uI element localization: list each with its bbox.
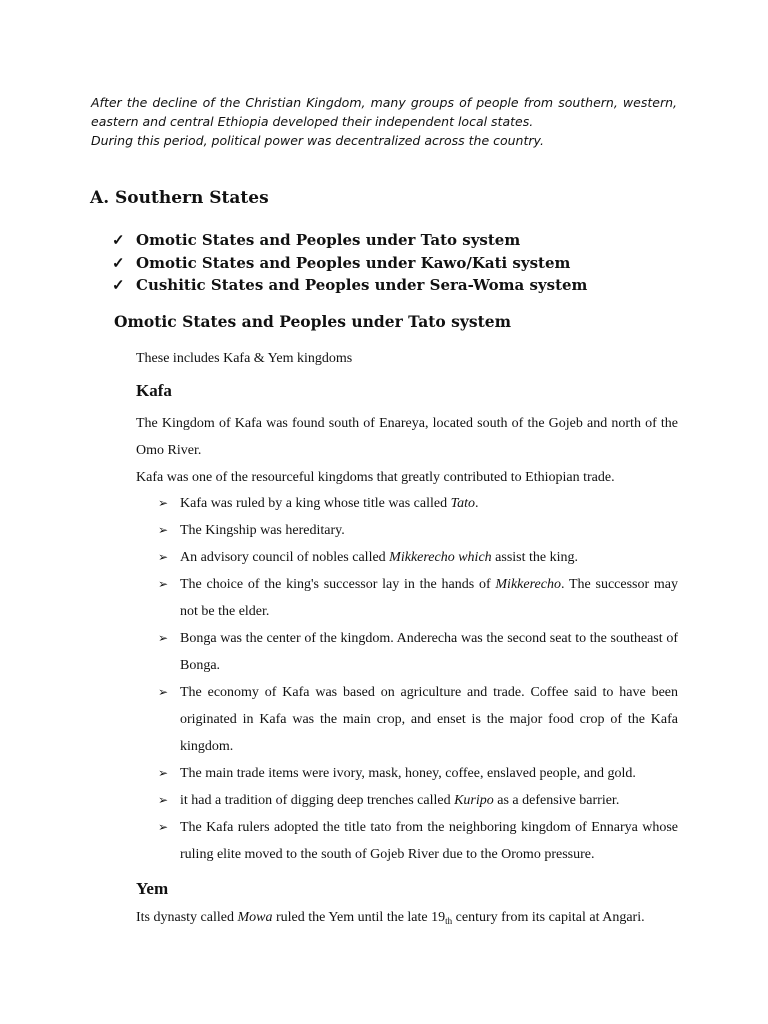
intro-line-1: After the decline of the Christian Kingdom, many groups of people from southern, western, eastern and central Ethiopia developed their independent local states.	[91, 95, 677, 129]
checklist-item-label: Omotic States and Peoples under Tato system	[136, 231, 521, 249]
kafa-heading: Kafa	[136, 381, 172, 400]
kafa-description	[136, 410, 678, 491]
checklist-item	[112, 229, 587, 252]
arrow-bullet-icon: ➢	[158, 685, 169, 699]
arrow-bullet-icon: ➢	[158, 496, 169, 510]
subsection-heading: Omotic States and Peoples under Tato system	[114, 312, 512, 331]
arrow-bullet-icon: ➢	[158, 523, 169, 537]
list-item: ➢ The economy of Kafa was based on agriculture and trade. Coffee said to have been originated in Kafa was the main crop, and enset is the major food crop of the Kafa kingdom.	[158, 679, 678, 760]
arrow-bullet-icon: ➢	[158, 577, 169, 591]
intro-paragraph	[91, 93, 677, 150]
ordinal-suffix: th	[445, 916, 453, 926]
checklist-item-label: Omotic States and Peoples under Kawo/Kati system	[136, 253, 571, 272]
list-item: ➢ The Kingship was hereditary.	[158, 517, 678, 544]
list-item: ➢ it had a tradition of digging deep trenches called Kuripo as a defensive barrier.	[158, 787, 678, 814]
list-item: ➢ An advisory council of nobles called Mikkerecho which assist the king.	[158, 544, 678, 571]
yem-paragraph: Its dynasty called Mowa ruled the Yem until the late $19_{th}$ century from its capital at Angari.	[136, 910, 645, 926]
checkmark-icon: ✓	[112, 253, 125, 272]
topic-checklist	[112, 229, 587, 297]
intro-line-2: During this period, political power was decentralized across the country.	[91, 133, 544, 148]
list-item: ➢ The Kafa rulers adopted the title tato from the neighboring kingdom of Ennarya whose ruling elite moved to the south of Gojeb River due to the Oromo pressure.	[158, 814, 678, 868]
kafa-paragraph-2: Kafa was one of the resourceful kingdoms that greatly contributed to Ethiopian trade.	[136, 470, 615, 485]
arrow-bullet-icon: ➢	[158, 766, 169, 780]
list-item: ➢ Bonga was the center of the kingdom. Anderecha was the second seat to the southeast of Bonga.	[158, 625, 678, 679]
section-heading: A. Southern States	[90, 188, 269, 208]
list-item: ➢ Kafa was ruled by a king whose title was called Tato.	[158, 490, 678, 517]
checklist-item	[112, 252, 587, 275]
list-item: ➢ The choice of the king's successor lay in the hands of Mikkerecho. The successor may not be the elder.	[158, 571, 678, 625]
includes-text: These includes Kafa & Yem kingdoms	[136, 351, 353, 366]
yem-heading: Yem	[136, 879, 169, 898]
kafa-paragraph-1: The Kingdom of Kafa was found south of Enareya, located south of the Gojeb and north of the Omo River.	[136, 416, 678, 458]
list-item: ➢ The main trade items were ivory, mask, honey, coffee, enslaved people, and gold.	[158, 760, 678, 787]
checkmark-icon: ✓	[112, 276, 125, 294]
checkmark-icon: ✓	[112, 231, 125, 249]
arrow-bullet-icon: ➢	[158, 820, 169, 834]
arrow-bullet-icon: ➢	[158, 631, 169, 645]
arrow-bullet-icon: ➢	[158, 550, 169, 564]
checklist-item-label: Cushitic States and Peoples under Sera-Woma system	[136, 276, 588, 294]
kafa-facts-list	[158, 490, 678, 868]
checklist-item	[112, 274, 587, 297]
arrow-bullet-icon: ➢	[158, 793, 169, 807]
